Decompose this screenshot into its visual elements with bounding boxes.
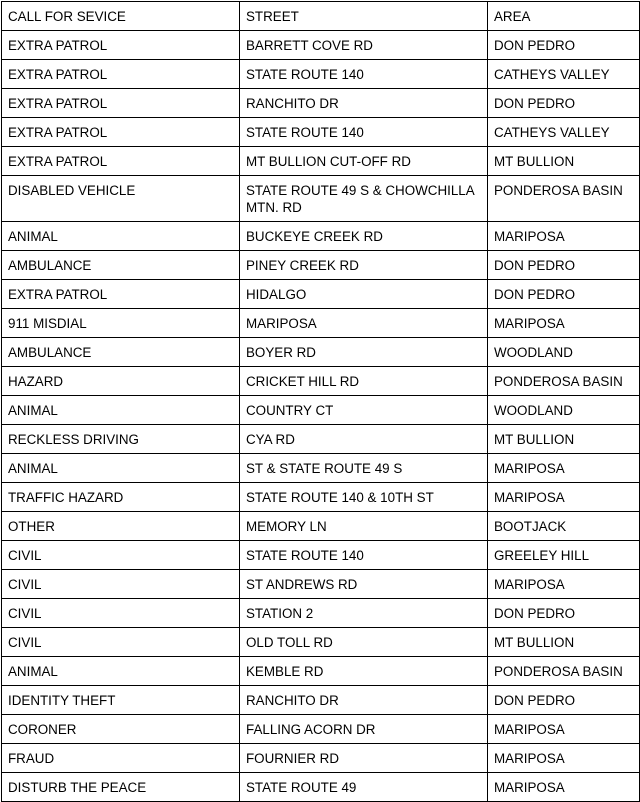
call-type-cell: AMBULANCE	[2, 338, 240, 367]
table-row	[2, 309, 640, 338]
area-cell: MARIPOSA	[488, 309, 640, 338]
street-cell: COUNTRY CT	[240, 396, 488, 425]
call-type-cell: EXTRA PATROL	[2, 147, 240, 176]
call-type-cell: HAZARD	[2, 367, 240, 396]
area-cell: WOODLAND	[488, 396, 640, 425]
call-type-cell: AMBULANCE	[2, 251, 240, 280]
table-row	[2, 744, 640, 773]
street-cell: HIDALGO	[240, 280, 488, 309]
area-cell: DON PEDRO	[488, 280, 640, 309]
table-row	[2, 176, 640, 222]
street-cell: FALLING ACORN DR	[240, 715, 488, 744]
header-row	[2, 2, 640, 31]
call-type-cell: CIVIL	[2, 628, 240, 657]
table-row	[2, 686, 640, 715]
street-cell: STATION 2	[240, 599, 488, 628]
area-cell: MARIPOSA	[488, 744, 640, 773]
header-area: AREA	[488, 2, 640, 31]
area-cell: MARIPOSA	[488, 222, 640, 251]
call-type-cell: ANIMAL	[2, 396, 240, 425]
street-cell: MT BULLION CUT-OFF RD	[240, 147, 488, 176]
street-cell: RANCHITO DR	[240, 686, 488, 715]
area-cell: PONDEROSA BASIN	[488, 657, 640, 686]
calls-table-body	[2, 2, 640, 802]
table-row	[2, 454, 640, 483]
area-cell: PONDEROSA BASIN	[488, 367, 640, 396]
street-cell: BUCKEYE CREEK RD	[240, 222, 488, 251]
area-cell: CATHEYS VALLEY	[488, 60, 640, 89]
call-type-cell: EXTRA PATROL	[2, 280, 240, 309]
area-cell: MT BULLION	[488, 628, 640, 657]
call-type-cell: ANIMAL	[2, 657, 240, 686]
call-type-cell: EXTRA PATROL	[2, 31, 240, 60]
header-call-for-service: CALL FOR SEVICE	[2, 2, 240, 31]
call-type-cell: CORONER	[2, 715, 240, 744]
area-cell: BOOTJACK	[488, 512, 640, 541]
area-cell: PONDEROSA BASIN	[488, 176, 640, 222]
area-cell: MARIPOSA	[488, 773, 640, 802]
table-row	[2, 222, 640, 251]
call-type-cell: 911 MISDIAL	[2, 309, 240, 338]
street-cell: BARRETT COVE RD	[240, 31, 488, 60]
header-street: STREET	[240, 2, 488, 31]
street-cell: BOYER RD	[240, 338, 488, 367]
street-cell: STATE ROUTE 140	[240, 60, 488, 89]
area-cell: MT BULLION	[488, 425, 640, 454]
call-type-cell: ANIMAL	[2, 454, 240, 483]
table-row	[2, 657, 640, 686]
call-type-cell: EXTRA PATROL	[2, 60, 240, 89]
table-row	[2, 570, 640, 599]
table-row	[2, 251, 640, 280]
table-row	[2, 118, 640, 147]
table-row	[2, 773, 640, 802]
street-cell: RANCHITO DR	[240, 89, 488, 118]
call-type-cell: IDENTITY THEFT	[2, 686, 240, 715]
street-cell: STATE ROUTE 140	[240, 541, 488, 570]
street-cell: MARIPOSA	[240, 309, 488, 338]
table-row	[2, 541, 640, 570]
area-cell: MARIPOSA	[488, 483, 640, 512]
call-type-cell: CIVIL	[2, 541, 240, 570]
call-type-cell: EXTRA PATROL	[2, 89, 240, 118]
street-cell: CRICKET HILL RD	[240, 367, 488, 396]
call-type-cell: TRAFFIC HAZARD	[2, 483, 240, 512]
table-row	[2, 483, 640, 512]
table-row	[2, 512, 640, 541]
street-cell: ST & STATE ROUTE 49 S	[240, 454, 488, 483]
table-row	[2, 396, 640, 425]
street-cell: ST ANDREWS RD	[240, 570, 488, 599]
area-cell: DON PEDRO	[488, 89, 640, 118]
call-type-cell: RECKLESS DRIVING	[2, 425, 240, 454]
table-row	[2, 31, 640, 60]
table-row	[2, 89, 640, 118]
call-type-cell: OTHER	[2, 512, 240, 541]
call-type-cell: DISTURB THE PEACE	[2, 773, 240, 802]
table-row	[2, 715, 640, 744]
street-cell: STATE ROUTE 140	[240, 118, 488, 147]
street-cell: FOURNIER RD	[240, 744, 488, 773]
call-type-cell: CIVIL	[2, 570, 240, 599]
table-row	[2, 147, 640, 176]
table-row	[2, 280, 640, 309]
call-type-cell: CIVIL	[2, 599, 240, 628]
area-cell: DON PEDRO	[488, 31, 640, 60]
table-row	[2, 599, 640, 628]
street-cell: CYA RD	[240, 425, 488, 454]
street-cell: KEMBLE RD	[240, 657, 488, 686]
call-type-cell: DISABLED VEHICLE	[2, 176, 240, 222]
street-cell: PINEY CREEK RD	[240, 251, 488, 280]
area-cell: MARIPOSA	[488, 454, 640, 483]
area-cell: MT BULLION	[488, 147, 640, 176]
area-cell: CATHEYS VALLEY	[488, 118, 640, 147]
table-row	[2, 628, 640, 657]
area-cell: MARIPOSA	[488, 570, 640, 599]
area-cell: WOODLAND	[488, 338, 640, 367]
table-row	[2, 338, 640, 367]
table-row	[2, 425, 640, 454]
street-cell: STATE ROUTE 49 S & CHOWCHILLA MTN. RD	[240, 176, 488, 222]
table-row	[2, 60, 640, 89]
area-cell: DON PEDRO	[488, 686, 640, 715]
street-cell: STATE ROUTE 140 & 10TH ST	[240, 483, 488, 512]
area-cell: GREELEY HILL	[488, 541, 640, 570]
area-cell: DON PEDRO	[488, 599, 640, 628]
call-type-cell: ANIMAL	[2, 222, 240, 251]
area-cell: DON PEDRO	[488, 251, 640, 280]
street-cell: OLD TOLL RD	[240, 628, 488, 657]
street-cell: MEMORY LN	[240, 512, 488, 541]
street-cell: STATE ROUTE 49	[240, 773, 488, 802]
area-cell: MARIPOSA	[488, 715, 640, 744]
call-type-cell: FRAUD	[2, 744, 240, 773]
calls-table	[1, 1, 640, 802]
call-type-cell: EXTRA PATROL	[2, 118, 240, 147]
table-row	[2, 367, 640, 396]
